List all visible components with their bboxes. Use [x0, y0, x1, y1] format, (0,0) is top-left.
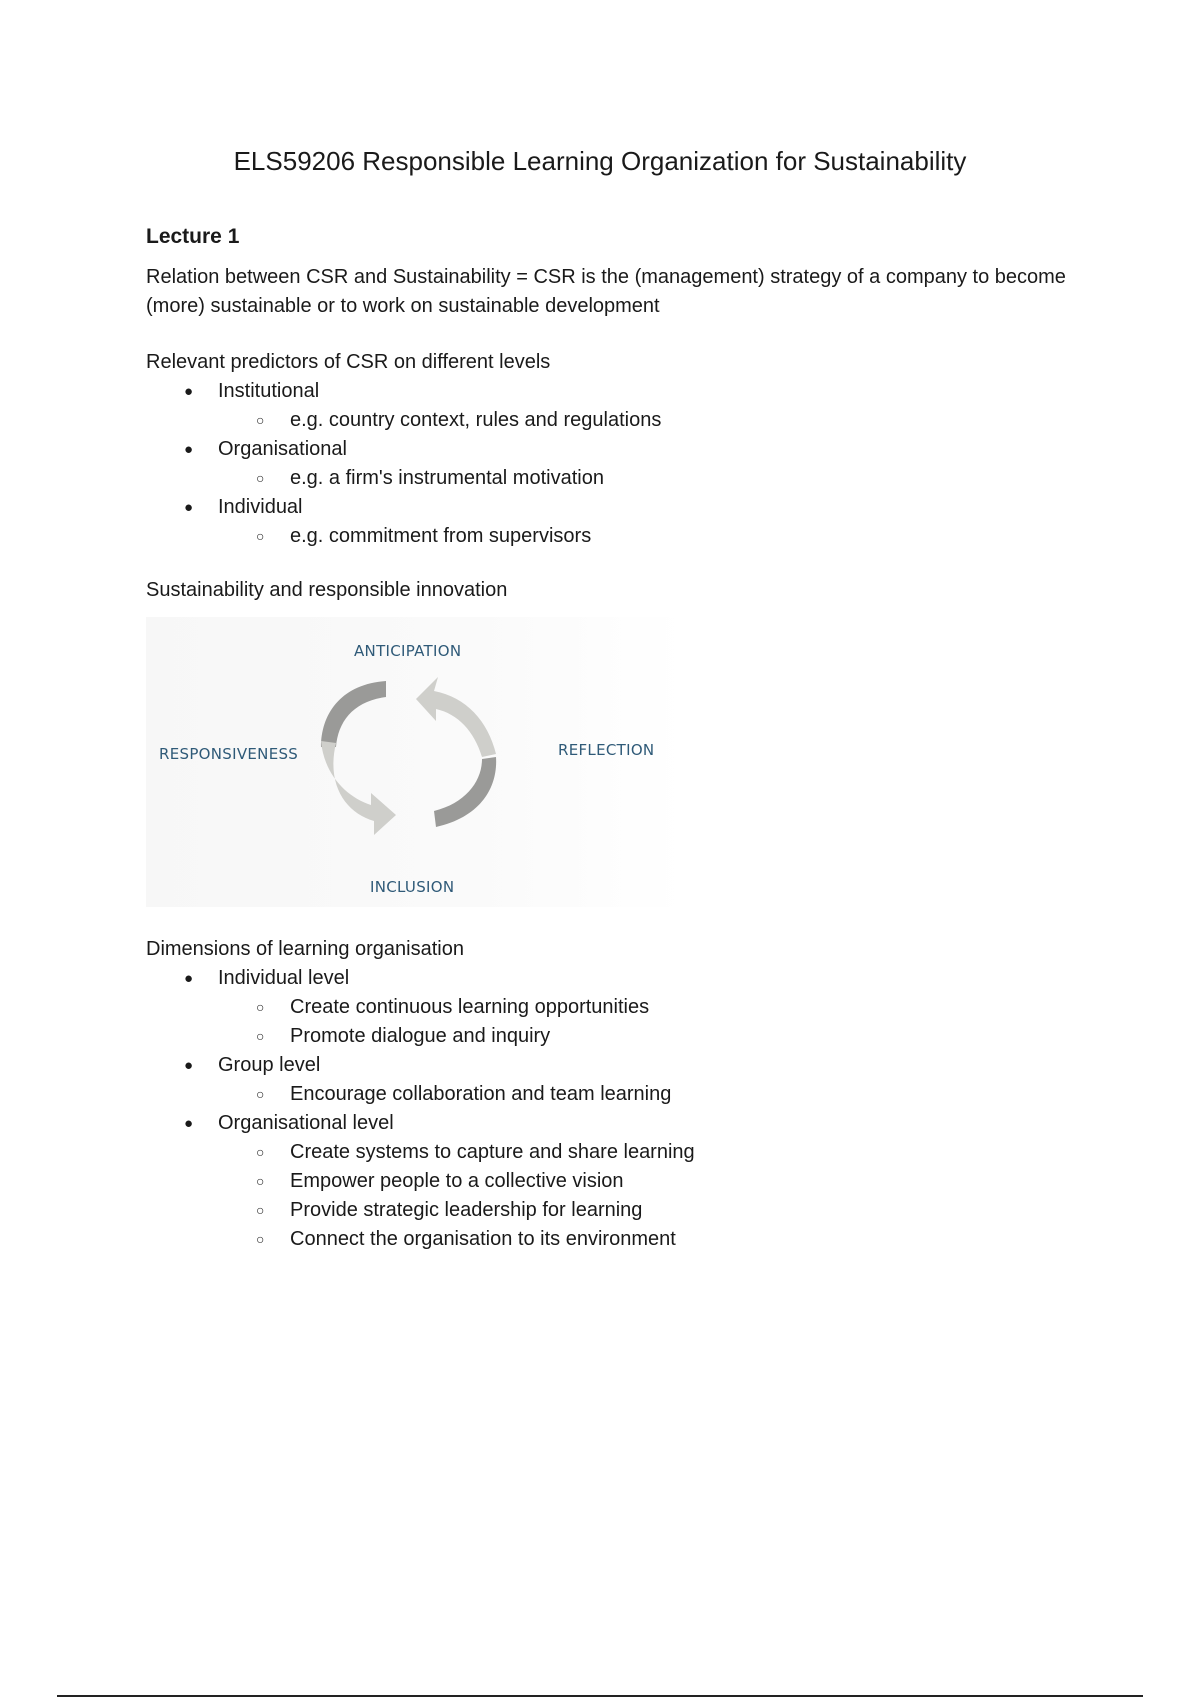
learning-org-heading: Dimensions of learning organisation — [146, 938, 464, 960]
sub-list-item-label: e.g. commitment from supervisors — [290, 525, 592, 547]
list-item-label: Individual — [218, 496, 303, 518]
hollow-bullet-icon: ○ — [256, 528, 265, 544]
responsible-innovation-cycle-figure — [146, 617, 686, 907]
list-item — [146, 1109, 1086, 1254]
list-item-label: Organisational level — [218, 1112, 394, 1134]
innovation-heading: Sustainability and responsible innovation — [146, 579, 508, 601]
sub-list-item-label: Encourage collaboration and team learning — [290, 1083, 672, 1105]
sub-list-item-label: Empower people to a collective vision — [290, 1170, 624, 1192]
predictors-heading: Relevant predictors of CSR on different levels — [146, 351, 551, 373]
bullet-icon: ● — [184, 499, 194, 516]
cycle-arrows-icon — [316, 669, 516, 839]
sub-list-item — [218, 522, 1086, 551]
sub-list-item-label: Create continuous learning opportunities — [290, 996, 650, 1018]
sub-list-item — [218, 1225, 1086, 1254]
list-item — [146, 964, 1086, 1051]
list-item-label: Organisational — [218, 438, 347, 460]
list-item — [146, 1051, 1086, 1109]
sub-list-item-label: Promote dialogue and inquiry — [290, 1025, 551, 1047]
sub-list-item — [218, 406, 1086, 435]
list-item — [146, 493, 1086, 551]
anticipation-label: ANTICIPATION — [354, 642, 462, 660]
hollow-bullet-icon: ○ — [256, 1202, 265, 1218]
bullet-icon: ● — [184, 970, 194, 987]
hollow-bullet-icon: ○ — [256, 1231, 265, 1247]
bullet-icon: ● — [184, 1057, 194, 1074]
sub-list-item-label: Create systems to capture and share learning — [290, 1141, 695, 1163]
arc-arrow-bottom-left — [321, 741, 396, 835]
hollow-bullet-icon: ○ — [256, 1144, 265, 1160]
reflection-label: REFLECTION — [558, 741, 655, 759]
sub-list-item — [218, 1167, 1086, 1196]
page-title: ELS59206 Responsible Learning Organization for Sustainability — [233, 146, 967, 176]
list-item — [146, 435, 1086, 493]
bullet-icon: ● — [184, 383, 194, 400]
responsiveness-label: RESPONSIVENESS — [159, 745, 299, 763]
sub-list-item — [218, 464, 1086, 493]
arc-arrow-top-left — [321, 681, 386, 747]
page-bottom-rule — [57, 1695, 1143, 1697]
sub-list-item — [218, 993, 1086, 1022]
predictors-list — [146, 377, 1086, 551]
sub-list-item — [218, 1138, 1086, 1167]
list-item — [146, 377, 1086, 435]
hollow-bullet-icon: ○ — [256, 999, 265, 1015]
hollow-bullet-icon: ○ — [256, 412, 265, 428]
hollow-bullet-icon: ○ — [256, 1028, 265, 1044]
sub-list-item-label: Connect the organisation to its environment — [290, 1228, 676, 1250]
sub-list-item — [218, 1080, 1086, 1109]
sub-list-item-label: e.g. country context, rules and regulations — [290, 409, 662, 431]
lecture-heading: Lecture 1 — [146, 225, 240, 248]
list-item-label: Individual level — [218, 967, 350, 989]
sub-list-item — [218, 1022, 1086, 1051]
csr-relation-paragraph: Relation between CSR and Sustainability = CSR is the (management) strategy of a company to become (more) sustainable or to work on sustainable development — [146, 266, 1066, 317]
list-item-label: Institutional — [218, 380, 320, 402]
learning-org-list — [146, 964, 1086, 1254]
arc-arrow-top-right — [416, 677, 496, 757]
sub-list-item-label: Provide strategic leadership for learning — [290, 1199, 643, 1221]
hollow-bullet-icon: ○ — [256, 1086, 265, 1102]
arc-arrow-bottom-right — [434, 757, 496, 827]
bullet-icon: ● — [184, 1115, 194, 1132]
hollow-bullet-icon: ○ — [256, 1173, 265, 1189]
hollow-bullet-icon: ○ — [256, 470, 265, 486]
inclusion-label: INCLUSION — [370, 878, 455, 896]
bullet-icon: ● — [184, 441, 194, 458]
sub-list-item — [218, 1196, 1086, 1225]
sub-list-item-label: e.g. a firm's instrumental motivation — [290, 467, 604, 489]
list-item-label: Group level — [218, 1054, 321, 1076]
document-body — [146, 224, 1086, 1254]
